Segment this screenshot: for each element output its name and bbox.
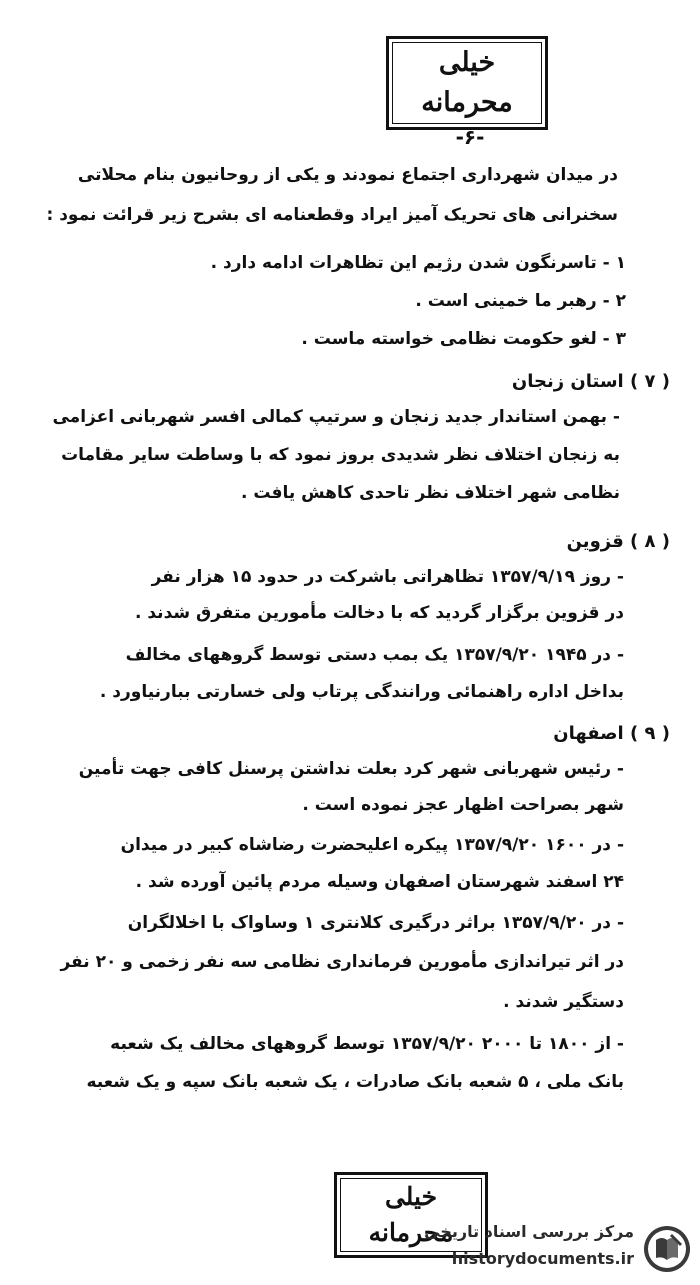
watermark-url: historydocuments.ir xyxy=(451,1249,634,1268)
body-line: - بهمن استاندار جدید زنجان و سرتیپ کمالی افسر شهربانی اعزامی xyxy=(52,407,620,427)
body-line: - در ۱۳۵۷/۹/۲۰ براثر درگیری کلانتری ۱ وساواک با اخلالگران xyxy=(127,913,624,933)
body-line: سخنرانی های تحریک آمیز ایراد وقطعنامه ای بشرح زیر قرائت نمود : xyxy=(46,205,618,225)
body-line: - در ۱۶۰۰ ۱۳۵۷/۹/۲۰ پیکره اعلیحضرت رضاشاه کبیر در میدان xyxy=(120,835,624,855)
watermark xyxy=(412,1222,692,1278)
body-line: ۲۴ اسفند شهرستان اصفهان وسیله مردم پائین آورده شد . xyxy=(135,872,624,892)
body-line: بداخل اداره راهنمائی ورانندگی پرتاب ولی خسارتی ببارنیاورد . xyxy=(99,682,624,702)
body-line: - از ۱۸۰۰ تا ۲۰۰۰ ۱۳۵۷/۹/۲۰ توسط گروههای مخالف یک شعبه xyxy=(110,1034,624,1054)
section-heading-zanjan: ( ۷ ) استان زنجان xyxy=(511,371,670,392)
section-heading-isfahan: ( ۹ ) اصفهان xyxy=(553,723,670,744)
body-line: شهر بصراحت اظهار عجز نموده است . xyxy=(302,795,624,815)
body-line: - روز ۱۳۵۷/۹/۱۹ تظاهراتی باشرکت در حدود ۱۵ هزار نفر xyxy=(151,567,624,587)
watermark-title: مرکز بررسی اسناد تاریخی xyxy=(424,1222,634,1241)
page-number: -۶- xyxy=(455,125,485,149)
body-line: نظامی شهر اختلاف نظر تاحدی کاهش یافت . xyxy=(240,483,620,503)
body-line: ۳ - لغو حکومت نظامی خواسته ماست . xyxy=(301,329,626,349)
body-line: به زنجان اختلاف نظر شدیدی بروز نمود که با وساطت سایر مقامات xyxy=(61,445,620,465)
body-line: در قزوین برگزار گردید که با دخالت مأمورین متفرق شدند . xyxy=(134,603,624,623)
body-line: ۲ - رهبر ما خمینی است . xyxy=(415,291,626,311)
section-heading-qazvin: ( ۸ ) قزوین xyxy=(566,531,670,552)
body-line: - در ۱۹۴۵ ۱۳۵۷/۹/۲۰ یک بمب دستی توسط گروههای مخالف xyxy=(125,645,624,665)
classification-label-top: خیلی محرمانه xyxy=(392,42,542,124)
body-line: در میدان شهرداری اجتماع نمودند و یکی از روحانیون بنام محلاتی xyxy=(77,165,618,185)
body-line: ۱ - تاسرنگون شدن رژیم این تظاهرات ادامه دارد . xyxy=(210,253,626,273)
body-line: بانک ملی ، ۵ شعبه بانک صادرات ، یک شعبه بانک سپه و یک شعبه xyxy=(86,1072,624,1092)
body-line: - رئیس شهربانی شهر کرد بعلت نداشتن پرسنل کافی جهت تأمین xyxy=(78,759,624,779)
body-line: دستگیر شدند . xyxy=(503,992,624,1012)
book-logo-icon xyxy=(642,1224,692,1274)
classification-label-bottom: خیلی محرمانه xyxy=(340,1178,482,1252)
body-line: در اثر تیراندازی مأمورین فرمانداری نظامی سه نفر زخمی و ۲۰ نفر xyxy=(60,952,624,972)
